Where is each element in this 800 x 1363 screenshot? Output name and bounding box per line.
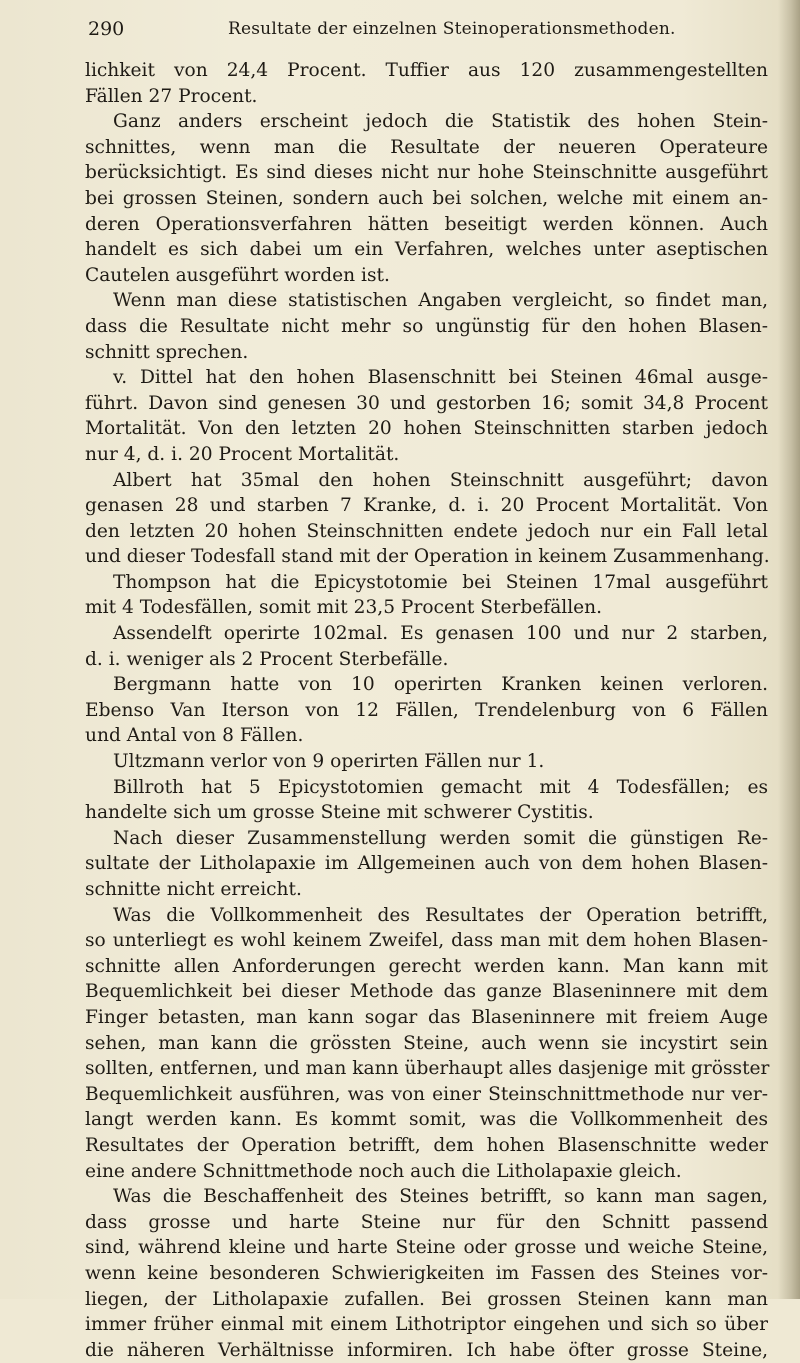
text-line: Cautelen ausgeführt worden ist. bbox=[85, 264, 390, 286]
text-line: Nach dieser Zusammenstellung werden somit die günstigen Re- bbox=[113, 827, 768, 849]
page-number: 290 bbox=[88, 18, 125, 40]
text-line: sehen, man kann die grössten Steine, auch wenn sie incystirt sein bbox=[85, 1032, 768, 1054]
text-line: und dieser Todesfall stand mit der Operation in keinem Zusammenhang. bbox=[85, 546, 770, 568]
text-line: sollten, entfernen, und man kann überhaupt alles dasjenige mit grösster bbox=[85, 1058, 770, 1080]
text-line: schnitt sprechen. bbox=[85, 341, 249, 363]
text-line: dass grosse und harte Steine nur für den Schnitt passend bbox=[85, 1211, 768, 1233]
text-line: wenn keine besonderen Schwierigkeiten im Fassen des Steines vor- bbox=[85, 1262, 768, 1284]
text-line: sind, während kleine und harte Steine oder grosse und weiche Steine, bbox=[85, 1237, 768, 1259]
text-line: Bequemlichkeit bei dieser Methode das ganze Blaseninnere mit dem bbox=[85, 981, 768, 1003]
text-line: schnitte nicht erreicht. bbox=[85, 879, 302, 900]
text-line: Bequemlichkeit ausführen, was von einer Steinschnittmethode nur ver- bbox=[85, 1083, 768, 1105]
text-line: d. i. weniger als 2 Procent Sterbefälle. bbox=[85, 648, 449, 670]
text-line: Billroth hat 5 Epicystotomien gemacht mit 4 Todesfällen; es bbox=[113, 776, 768, 798]
text-line: Was die Beschaffenheit des Steines betrifft, so kann man sagen, bbox=[113, 1186, 768, 1208]
text-line: liegen, der Litholapaxie zufallen. Bei grossen Steinen kann man bbox=[85, 1288, 768, 1310]
text-line: Fällen 27 Procent. bbox=[85, 85, 258, 107]
text-line: sultate der Litholapaxie im Allgemeinen auch von dem hohen Blasen- bbox=[85, 853, 768, 875]
text-line: deren Operationsverfahren hätten beseitigt werden können. Auch bbox=[85, 213, 768, 235]
text-line: den letzten 20 hohen Steinschnitten endete jedoch nur ein Fall letal bbox=[85, 520, 768, 542]
text-line: Resultates der Operation betrifft, dem hohen Blasenschnitte weder bbox=[85, 1134, 768, 1156]
text-line: Ebenso Van Iterson von 12 Fällen, Trendelenburg von 6 Fällen bbox=[85, 699, 768, 721]
text-line: Ultzmann verlor von 9 operirten Fällen nur 1. bbox=[113, 751, 545, 773]
text-line: mit 4 Todesfällen, somit mit 23,5 Procent Sterbefällen. bbox=[85, 597, 603, 619]
text-line: Bergmann hatte von 10 operirten Kranken keinen verloren. bbox=[113, 674, 768, 696]
text-line: Finger betasten, man kann sogar das Blaseninnere mit freiem Auge bbox=[85, 1006, 768, 1028]
text-line: die näheren Verhältnisse informiren. Ich habe öfter grosse Steine, bbox=[85, 1339, 768, 1361]
text-line: Ganz anders erscheint jedoch die Statistik des hohen Stein- bbox=[113, 111, 768, 133]
running-title: Resultate der einzelnen Steinoperationsmethoden. bbox=[228, 19, 676, 39]
page-edge-shadow bbox=[778, 0, 800, 1299]
text-line: Thompson hat die Epicystotomie bei Steinen 17mal ausgeführt bbox=[113, 571, 768, 593]
text-line: schnittes, wenn man die Resultate der neueren Operateure bbox=[85, 136, 768, 158]
text-line: so unterliegt es wohl keinem Zweifel, dass man mit dem hohen Blasen- bbox=[85, 930, 768, 952]
text-line: führt. Davon sind genesen 30 und gestorben 16; somit 34,8 Procent bbox=[85, 392, 768, 414]
text-line: Albert hat 35mal den hohen Steinschnitt ausgeführt; davon bbox=[113, 469, 768, 491]
text-line: v. Dittel hat den hohen Blasenschnitt bei Steinen 46mal ausge- bbox=[113, 367, 768, 389]
text-line: Wenn man diese statistischen Angaben vergleicht, so findet man, bbox=[113, 290, 768, 312]
text-line: immer früher einmal mit einem Lithotriptor eingehen und sich so über bbox=[85, 1314, 768, 1336]
text-line: eine andere Schnittmethode noch auch die Litholapaxie gleich. bbox=[85, 1160, 682, 1182]
text-line: schnitte allen Anforderungen gerecht werden kann. Man kann mit bbox=[85, 955, 768, 977]
text-line: genasen 28 und starben 7 Kranke, d. i. 20 Procent Mortalität. Von bbox=[85, 495, 768, 517]
text-line: Assendelft operirte 102mal. Es genasen 100 und nur 2 starben, bbox=[113, 623, 768, 645]
body-text bbox=[85, 58, 768, 1363]
text-line: und Antal von 8 Fällen. bbox=[85, 725, 304, 747]
text-line: nur 4, d. i. 20 Procent Mortalität. bbox=[85, 443, 400, 465]
text-line: handelte sich um grosse Steine mit schwerer Cystitis. bbox=[85, 802, 594, 824]
text-line: langt werden kann. Es kommt somit, was die Vollkommenheit des bbox=[85, 1109, 768, 1131]
text-line: lichkeit von 24,4 Procent. Tuffier aus 120 zusammengestellten bbox=[85, 60, 768, 81]
text-line: bei grossen Steinen, sondern auch bei solchen, welche mit einem an- bbox=[85, 187, 768, 209]
text-line: Was die Vollkommenheit des Resultates der Operation betrifft, bbox=[113, 904, 768, 926]
text-line: berücksichtigt. Es sind dieses nicht nur hohe Steinschnitte ausgeführt bbox=[85, 162, 768, 184]
text-line: Mortalität. Von den letzten 20 hohen Steinschnitten starben jedoch bbox=[85, 418, 768, 440]
page-header bbox=[88, 16, 768, 42]
text-line: handelt es sich dabei um ein Verfahren, welches unter aseptischen bbox=[85, 239, 768, 261]
text-line: dass die Resultate nicht mehr so ungünstig für den hohen Blasen- bbox=[85, 315, 768, 337]
